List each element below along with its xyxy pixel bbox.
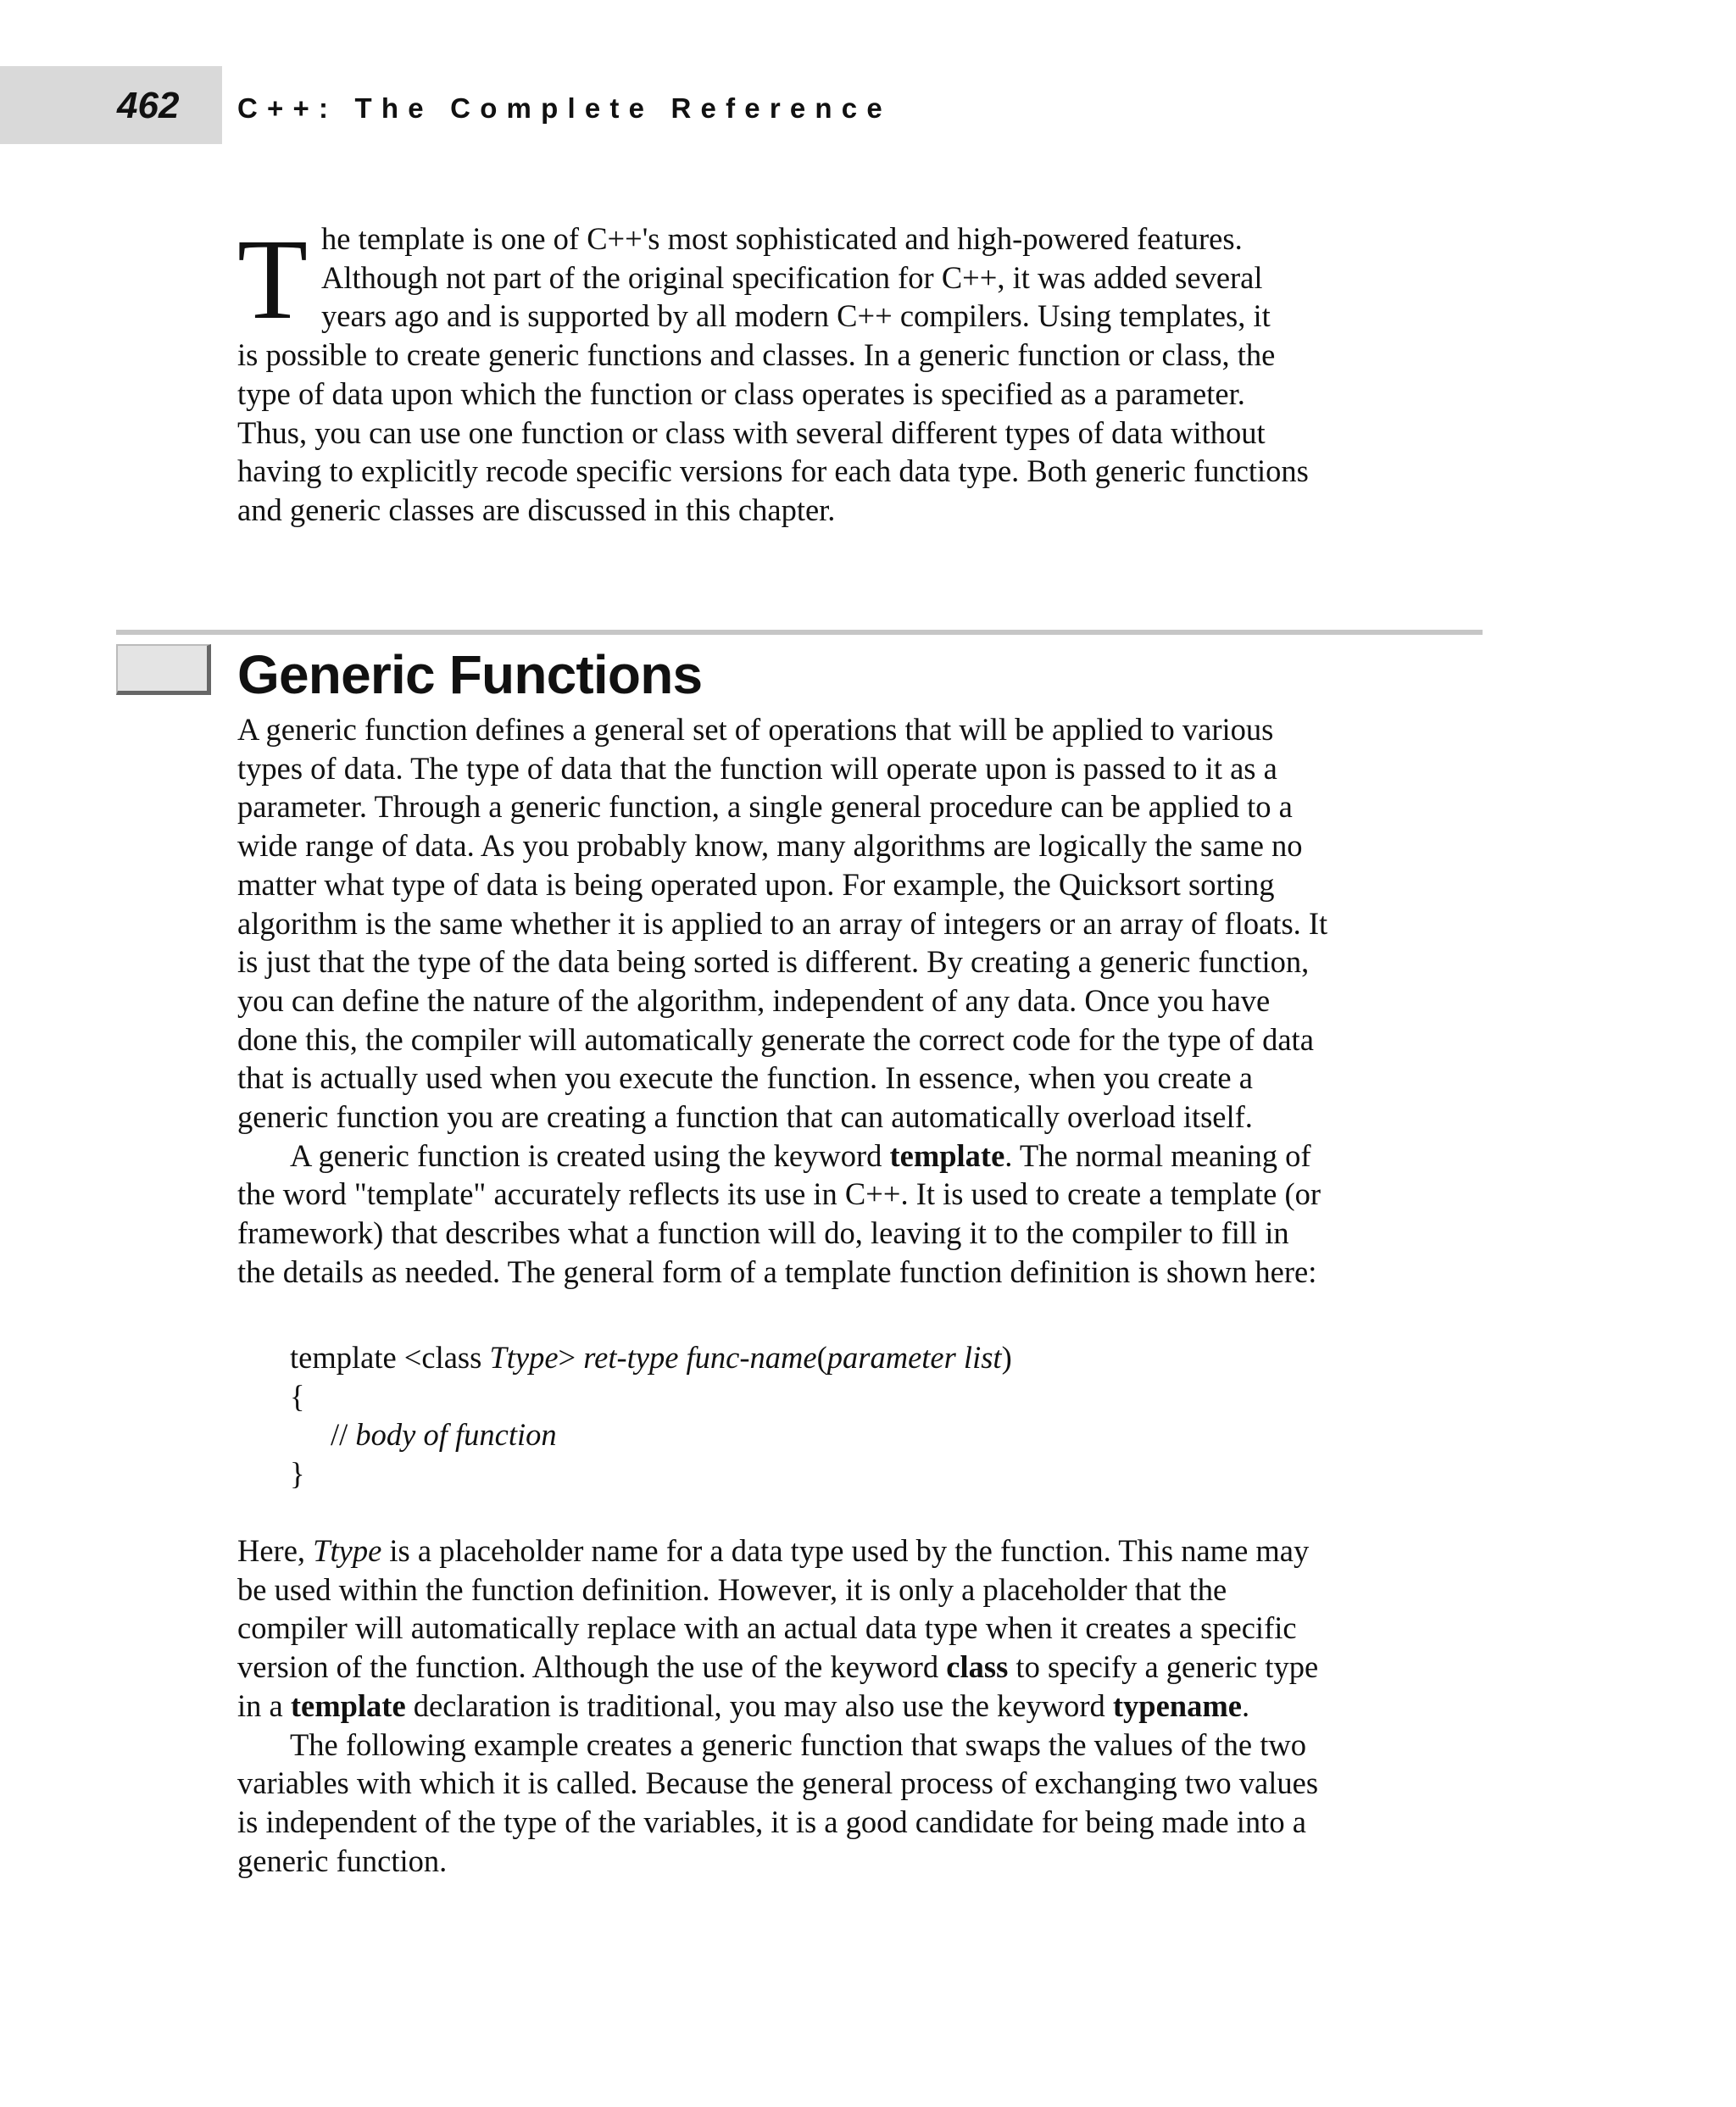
general-form-block [290,1338,1012,1493]
text-line: is possible to create generic functions and classes. In a generic function or class, the [237,337,1276,373]
code-line: { [290,1378,305,1414]
text-line: he template is one of C++'s most sophisticated and high-powered features. [321,221,1243,256]
text-line: that is actually used when you execute the function. In essence, when you create a [237,1060,1253,1096]
text-line: type of data upon which the function or class operates is specified as a parameter. [237,375,1245,411]
text-line: be used within the function definition. However, it is only a placeholder that the [237,1571,1227,1607]
text-line: A generic function defines a general set of operations that will be applied to various [237,712,1274,747]
code-line: } [290,1456,305,1492]
text-line: in a template declaration is traditional, you may also use the keyword typename. [237,1687,1250,1723]
text-line: types of data. The type of data that the function will operate upon is passed to it as a [237,750,1277,786]
text-line: algorithm is the same whether it is applied to an array of integers or an array of floats. It [237,905,1328,941]
intro-paragraph [237,216,1483,530]
page-number: 462 [117,85,180,126]
section-body-continued [237,1532,1483,1880]
keyword: template [290,1687,406,1723]
text-line: generic function you are creating a function that can automatically overload itself. [237,1099,1253,1135]
keyword: template [889,1137,1005,1173]
text-line: Here, Ttype is a placeholder name for a data type used by the function. This name may [237,1533,1310,1568]
page-number-tab [0,66,222,144]
section-body [237,710,1483,1292]
text-line: the word "template" accurately reflects its use in C++. It is used to create a template (or [237,1176,1321,1212]
text-line: compiler will automatically replace with an actual data type when it creates a specific [237,1610,1297,1646]
text-line: done this, the compiler will automatically generate the correct code for the type of data [237,1021,1314,1057]
keyword: typename [1112,1687,1242,1723]
text-line: you can define the nature of the algorithm, independent of any data. Once you have [237,982,1271,1018]
section-rule [116,630,1483,635]
text-line: is independent of the type of the variables, it is a good candidate for being made into a [237,1804,1306,1839]
running-title: C++: The Complete Reference [237,92,892,124]
text-line: The following example creates a generic function that swaps the values of the two [290,1726,1307,1762]
text-line: having to explicitly recode specific versions for each data type. Both generic functions [237,453,1309,489]
section-marker-box [116,644,211,695]
text-line: matter what type of data is being operated upon. For example, the Quicksort sorting [237,866,1275,902]
text-line: parameter. Through a generic function, a single general procedure can be applied to a [237,789,1293,825]
keyword: class [946,1649,1009,1685]
text-line: is just that the type of the data being sorted is different. By creating a generic function, [237,944,1310,980]
text-line: Although not part of the original specification for C++, it was added several [321,259,1263,295]
text-line: generic function. [237,1843,448,1878]
text-line: framework) that describes what a function will do, leaving it to the compiler to fill in [237,1215,1289,1251]
text-line: and generic classes are discussed in this chapter. [237,492,836,527]
text-line: Thus, you can use one function or class with several different types of data without [237,414,1266,450]
code-line: template <class Ttype> ret-type func-name(parameter list) [290,1340,1012,1375]
text-line: version of the function. Although the use of the keyword class to specify a generic type [237,1649,1319,1685]
code-line: // body of function [331,1417,557,1453]
drop-cap: T [237,216,309,343]
text-line: wide range of data. As you probably know, many algorithms are logically the same no [237,828,1303,864]
section-heading: Generic Functions [237,644,703,705]
text-line: A generic function is created using the keyword template. The normal meaning of [290,1137,1311,1173]
text-line: years ago and is supported by all modern C++ compilers. Using templates, it [321,298,1271,334]
text-line: variables with which it is called. Because the general process of exchanging two values [237,1765,1319,1801]
text-line: the details as needed. The general form of a template function definition is shown here: [237,1254,1317,1289]
